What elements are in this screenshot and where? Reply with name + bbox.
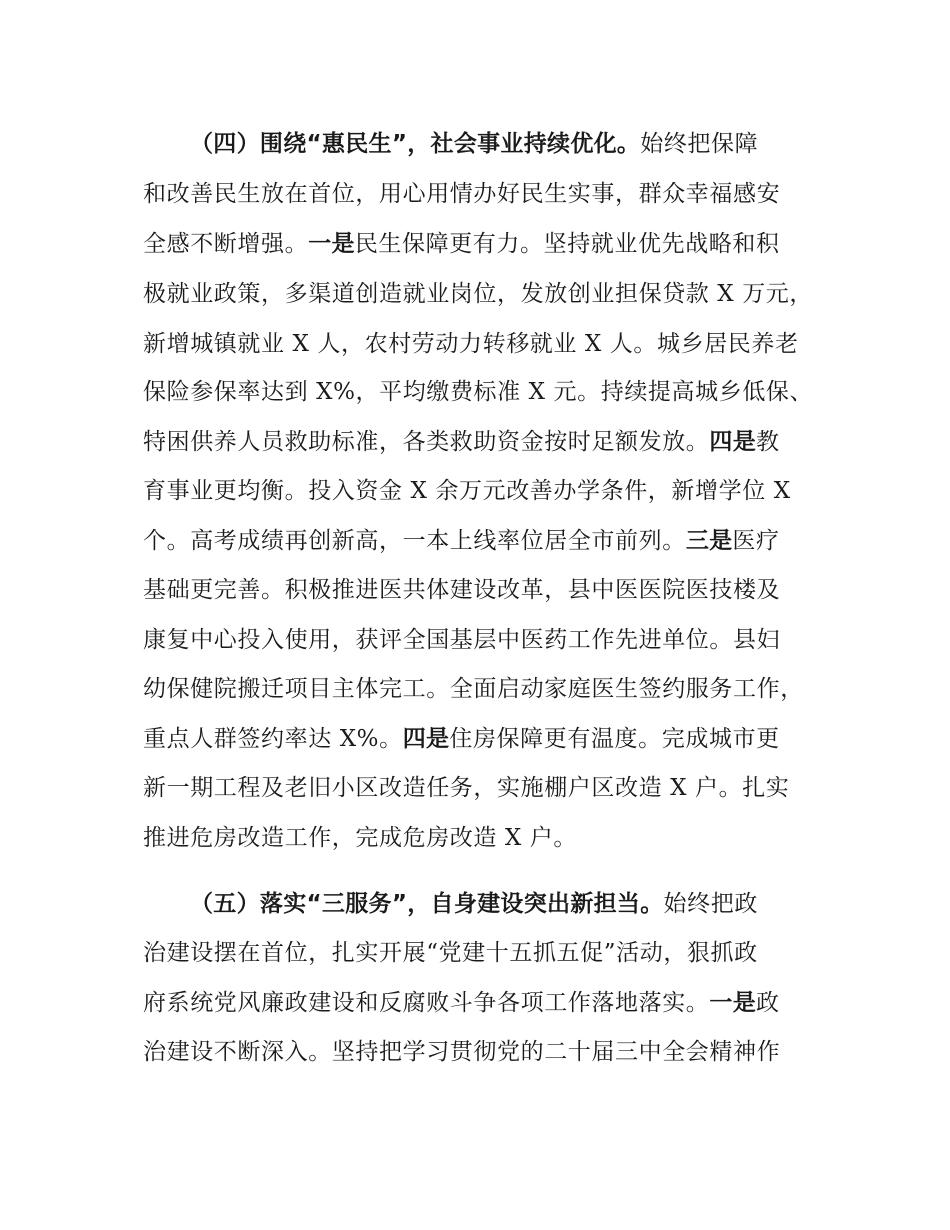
para5-heading: （五）落实“三服务”，自身建设突出新担当。 — [190, 891, 664, 917]
para4-line-9 — [143, 521, 823, 561]
para4-point-1-label: 一是 — [308, 231, 355, 257]
para5-line-3 — [143, 983, 823, 1023]
para4-point-3-label: 三是 — [685, 528, 733, 554]
para5-line-3-tail: 政 — [756, 990, 780, 1016]
para4-line-7 — [143, 422, 823, 462]
para5-line-2: 治建设摆在首位，扎实开展“党建十五抓五促”活动，狠抓政 — [143, 940, 758, 966]
para4-line-3 — [143, 224, 823, 264]
para4-line-3-text-a: 全感不断增强。 — [143, 231, 309, 257]
para4-line-1-text: 始终把保障 — [640, 131, 759, 157]
para4-point-4-label: 四是 — [402, 726, 450, 752]
para4-line-13-tail: 住房保障更有温度。完成城市更 — [449, 726, 780, 752]
para5-line-3-text: 府系统党风廉政建设和反腐败斗争各项工作落地落实。 — [143, 990, 710, 1016]
para4-line-9-text: 个。高考成绩再创新高，一本上线率位居全市前列。 — [143, 528, 686, 554]
para4-line-13 — [143, 719, 823, 759]
para4-line-15: 推进危房改造工作，完成危房改造 X 户。 — [143, 825, 577, 851]
para4-line-3-text-b: 民生保障更有力。坚持就业优先战略和积 — [354, 231, 780, 257]
para4-line-8: 育事业更均衡。投入资金 X 余万元改善办学条件，新增学位 X — [143, 478, 791, 504]
para4-line-2: 和改善民生放在首位，用心用情办好民生实事，群众幸福感安 — [143, 181, 781, 207]
para4-line-1 — [190, 124, 870, 164]
para4-line-5: 新增城镇就业 X 人，农村劳动力转移就业 X 人。城乡居民养老 — [143, 331, 799, 357]
para5-line-4: 治建设不断深入。坚持把学习贯彻党的二十届三中全会精神作 — [143, 1039, 781, 1065]
para4-line-9-tail: 医疗 — [732, 528, 780, 554]
para4-line-10: 基础更完善。积极推进医共体建设改革，县中医医院医技楼及 — [143, 577, 781, 603]
para5-line-1-text: 始终把政 — [663, 891, 758, 917]
para4-line-13-text: 重点人群签约率达 X%。 — [143, 726, 403, 752]
para4-heading: （四）围绕“惠民生”，社会事业持续优化。 — [190, 131, 641, 157]
para4-line-14: 新一期工程及老旧小区改造任务，实施棚户区改造 X 户。扎实 — [143, 775, 790, 801]
para4-line-12: 幼保健院搬迁项目主体完工。全面启动家庭医生签约服务工作， — [143, 676, 804, 702]
para4-line-7-text: 特困供养人员救助标准，各类救助资金按时足额发放。 — [143, 429, 710, 455]
para4-line-6: 保险参保率达到 X%，平均缴费标准 X 元。持续提高城乡低保、 — [143, 379, 814, 405]
para5-line-1 — [190, 884, 870, 924]
para4-line-11: 康复中心投入使用，获评全国基层中医药工作先进单位。县妇 — [143, 627, 781, 653]
para5-point-1-label: 一是 — [709, 990, 757, 1016]
para4-line-7-tail: 教 — [756, 429, 780, 455]
para4-line-4: 极就业政策，多渠道创造就业岗位，发放创业担保贷款 X 万元， — [143, 281, 813, 307]
para4-point-2-label: 四是 — [709, 429, 757, 455]
